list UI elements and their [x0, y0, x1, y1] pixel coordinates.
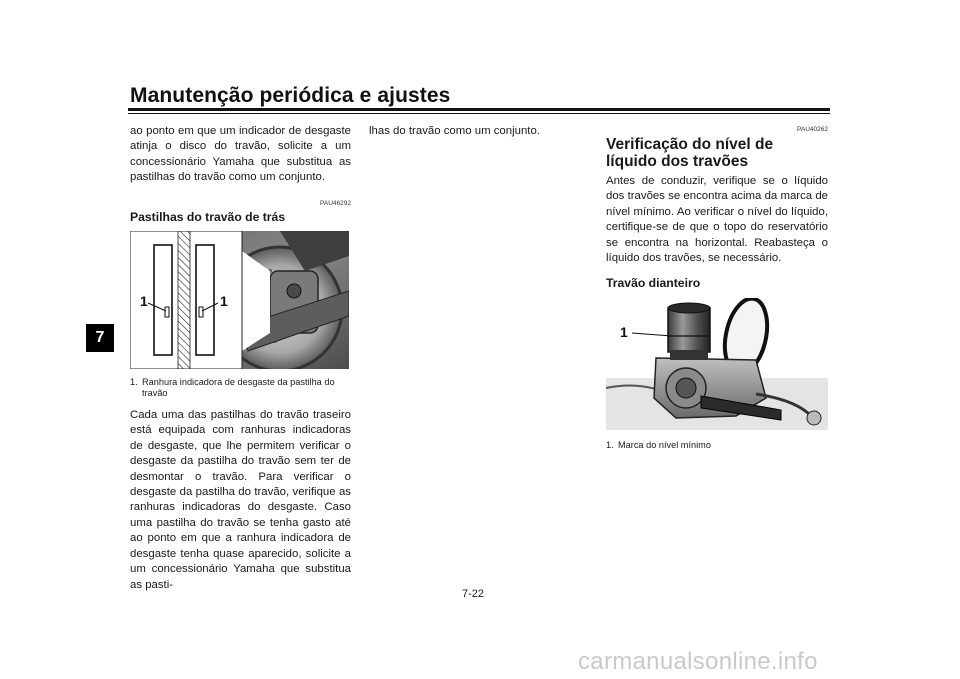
header-rule-thick — [128, 108, 830, 111]
col3-figure-caption — [606, 440, 828, 451]
figure-label-1-right: 1 — [220, 293, 228, 310]
caption-text: Marca do nível mínimo — [618, 439, 711, 450]
column-middle — [369, 124, 590, 139]
caption-number: 1. — [130, 377, 138, 388]
column-left — [130, 124, 351, 593]
page-header-title: Manutenção periódica e ajustes — [130, 84, 451, 107]
col3-subheading: Travão dianteiro — [606, 276, 701, 291]
column-right — [606, 124, 828, 451]
col1-paragraph-1: ao ponto em que um indicador de desgaste atinja o disco do travão, solicite a um concessionário Yamaha que substitua as pastilhas do travão como um conjunto. — [130, 125, 351, 184]
front-brake-reservoir-figure — [606, 298, 828, 430]
caption-text: Ranhura indicadora de desgaste da pastilha do travão — [142, 377, 335, 399]
header-rule-thin — [128, 113, 830, 114]
col1-paragraph-2: Cada uma das pastilhas do travão traseiro está equipada com ranhuras indicadoras de desgaste, que lhe permitem verificar o desgaste da pastilha do travão sem ter de desmontar o travão. Para verificar o desgaste da pastilha do travão, verifique as ranhuras indicadoras do desgaste. Caso uma pastilha do travão se tenha gasto até ao ponto em que a ranhura indicadora de desgaste tenha quase aparecido, solicite a um concessionário Yamaha que substitua as pasti- — [130, 409, 351, 591]
col1-figure-caption — [130, 377, 351, 399]
rear-brake-pad-figure — [130, 231, 349, 369]
col3-section-heading: Verificação do nível de líquido dos travões — [606, 136, 774, 170]
col2-paragraph-1: lhas do travão como um conjunto. — [369, 125, 540, 137]
col3-paragraph-1: Antes de conduzir, verifique se o líquido dos travões se encontra acima da marca de nível mínimo. Ao verificar o nível do líquido, certifique-se de que o topo do reservatório se encontra na horizontal. Reabasteça o líquido dos travões, se necessário. — [606, 175, 828, 265]
col1-section-code: PAU46292 — [320, 199, 351, 207]
rear-brake-pad-illustration — [130, 231, 349, 369]
col3-section-code: PAU40262 — [797, 126, 828, 133]
front-brake-reservoir-illustration — [606, 298, 828, 430]
page-number: 7-22 — [462, 588, 485, 600]
caption-number: 1. — [606, 439, 614, 450]
watermark: carmanualsonline.info — [578, 648, 818, 675]
figure-label-1: 1 — [620, 323, 628, 340]
figure-label-1-left: 1 — [140, 293, 148, 310]
chapter-tab: 7 — [86, 324, 114, 352]
col1-section-heading: Pastilhas do travão de trás — [130, 209, 286, 224]
